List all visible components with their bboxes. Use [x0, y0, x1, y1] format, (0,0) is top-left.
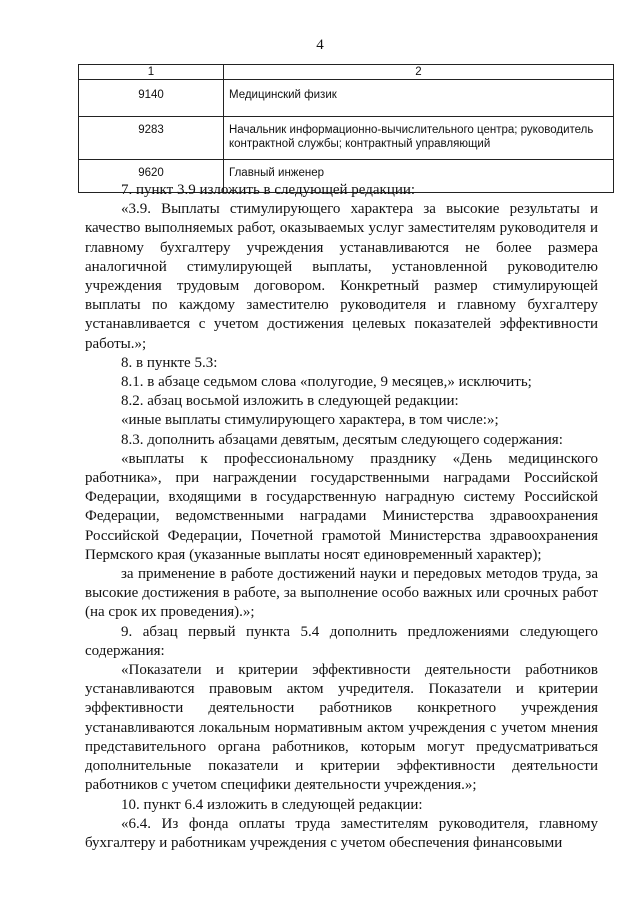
page-number: 4: [316, 37, 324, 53]
paragraph: за применение в работе достижений науки и передовых методов труда, за высокие достижения в работе, за выполнение особо важных или срочных работ (на срок их проведения).»;: [85, 566, 598, 621]
table-header-cell: 2: [224, 65, 614, 80]
paragraph: 8. в пункте 5.3:: [121, 354, 218, 371]
paragraph: 8.2. абзац восьмой изложить в следующей редакции:: [121, 393, 459, 410]
paragraph: 7. пункт 3.9 изложить в следующей редакции:: [121, 182, 416, 198]
table-cell-code: 9620: [79, 160, 224, 193]
table-row: [79, 117, 614, 160]
document-body: [85, 181, 598, 853]
table-header-cell: 1: [79, 65, 224, 80]
table-cell-code: 9140: [79, 80, 224, 117]
paragraph: 8.1. в абзаце седьмом слова «полугодие, 9 месяцев,» исключить;: [121, 374, 532, 391]
paragraph: «Показатели и критерии эффективности деятельности работников устанавливаются правовым актом учредителя. Показатели и критерии эффективности деятельности работников конкретного учреждения устанавливаются локальным нормативным актом учреждения с учетом мнения представительного органа работников, которым могут предусматриваться дополнительные показатели и критерии эффективности деятельности работников с учетом специфики деятельности учреждения.»;: [85, 662, 598, 794]
table-cell-title: Главный инженер: [224, 160, 614, 193]
paragraph: «выплаты к профессиональному празднику «День медицинского работника», при награждении государственными наградами Российской Федерации, входящими в государственную наградную систему Российской Федерации, ведомственными наградами Министерства здравоохранения Российской Федерации, Почетной грамотой Министерства здравоохранения Пермского края (указанные выплаты носят единовременный характер);: [85, 450, 598, 563]
paragraph: «3.9. Выплаты стимулирующего характера за высокие результаты и качество выполняемых работ, оказываемых услуг заместителям руководителя и главному бухгалтеру учреждения устанавливаются не более размера аналогичной стимулирующей выплаты, установленной руководителю учреждения трудовым договором. Конкретный размер стимулирующей выплаты по каждому заместителю руководителя и главному бухгалтеру устанавливается с учетом достижения целевых показателей эффективности работы.»;: [85, 201, 598, 352]
paragraph: 8.3. дополнить абзацами девятым, десятым следующего содержания:: [121, 431, 563, 448]
paragraph: 10. пункт 6.4 изложить в следующей редакции:: [121, 796, 423, 813]
table-header-row: [79, 65, 614, 80]
paragraph: «иные выплаты стимулирующего характера, в том числе:»;: [121, 412, 499, 429]
table-cell-code: 9283: [79, 117, 224, 160]
occupation-codes-table: [78, 64, 614, 193]
table-cell-title: Медицинский физик: [224, 80, 614, 117]
table-cell-title: Начальник информационно-вычислительного центра; руководитель контрактной службы; контрактный управляющий: [224, 117, 614, 160]
paragraph: 9. абзац первый пункта 5.4 дополнить предложениями следующего содержания:: [85, 623, 598, 659]
table-row: [79, 80, 614, 117]
paragraph: «6.4. Из фонда оплаты труда заместителям руководителя, главному бухгалтеру и работникам учреждения с учетом обеспечения финансовыми: [85, 815, 598, 851]
